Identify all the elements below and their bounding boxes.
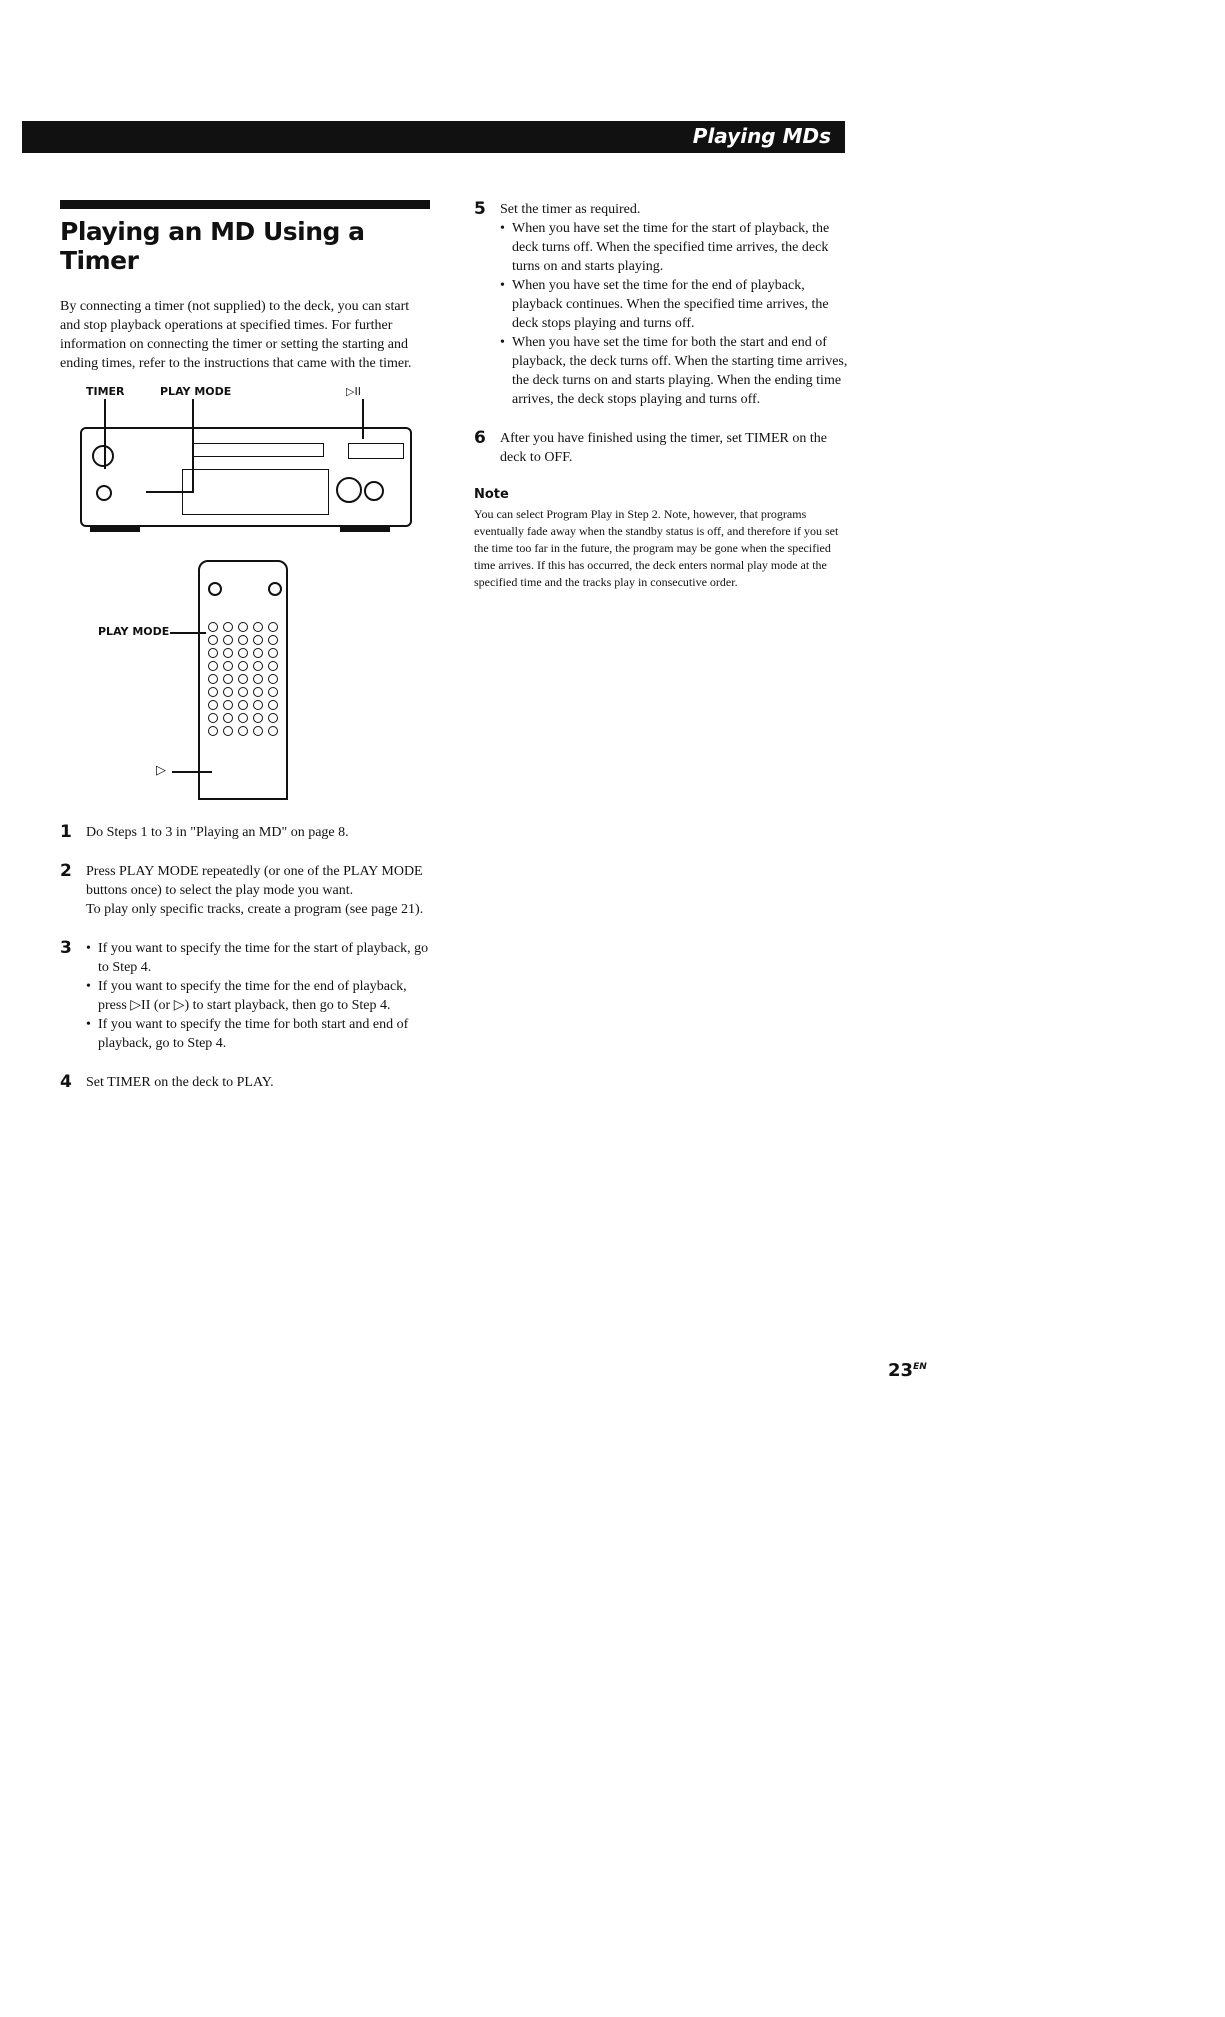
remote-button-icon — [223, 661, 233, 671]
step-3 — [60, 939, 432, 1053]
remote-button-icon — [253, 687, 263, 697]
disc-slot — [192, 443, 324, 457]
remote-button-icon — [268, 687, 278, 697]
step-number: 5 — [474, 199, 486, 219]
deck-feet — [90, 527, 390, 533]
jog-dial-icon — [336, 477, 362, 503]
remote-button-icon — [238, 687, 248, 697]
bullet-item: • When you have set the time for the end of playback, playback continues. When the specified time arrives, the deck stops playing and turns off. — [500, 276, 849, 333]
remote-button-icon — [208, 700, 218, 710]
remote-button-icon — [208, 687, 218, 697]
remote-button-icon — [253, 622, 263, 632]
remote-button-icon — [268, 700, 278, 710]
deck-foot-right — [340, 527, 390, 532]
remote-button-icon — [223, 635, 233, 645]
transport-buttons-icon — [348, 443, 404, 459]
remote-button-icon — [253, 648, 263, 658]
bullet-item: • If you want to specify the time for the start of playback, go to Step 4. — [86, 939, 432, 977]
remote-control-drawing — [198, 560, 288, 800]
remote-button-icon — [253, 661, 263, 671]
step-text: After you have finished using the timer, set TIMER on the deck to OFF. — [500, 431, 827, 465]
play-mode-label: PLAY MODE — [160, 385, 232, 398]
bullet-item: • If you want to specify the time for the end of playback, press ▷II (or ▷) to start playback, then go to Step 4. — [86, 977, 432, 1015]
remote-button-icon — [223, 648, 233, 658]
remote-button-icon — [253, 635, 263, 645]
step-bullets — [500, 219, 849, 409]
display-panel — [182, 469, 329, 515]
step-text: Press PLAY MODE repeatedly (or one of the PLAY MODE buttons once) to select the play mode you want. — [86, 864, 423, 898]
step-number: 2 — [60, 861, 72, 881]
remote-play-label: ▷ — [156, 763, 166, 778]
remote-button-icon — [223, 674, 233, 684]
step-text: Set TIMER on the deck to PLAY. — [86, 1075, 274, 1090]
remote-button-icon — [238, 726, 248, 736]
remote-button-icon — [268, 674, 278, 684]
power-button-icon — [96, 485, 112, 501]
remote-button-icon — [238, 648, 248, 658]
note-title: Note — [474, 487, 509, 502]
section-header-bar — [22, 121, 845, 153]
remote-button-icon — [268, 648, 278, 658]
step-text: Set the timer as required. — [500, 202, 641, 217]
remote-button-icon — [238, 635, 248, 645]
remote-button-icon — [223, 687, 233, 697]
remote-button-icon — [253, 700, 263, 710]
remote-button-icon — [208, 674, 218, 684]
step-4 — [60, 1073, 432, 1092]
page-title: Playing an MD Using a Timer — [60, 217, 365, 275]
remote-play-mode-label: PLAY MODE — [98, 625, 170, 638]
left-column — [60, 200, 432, 1112]
step-bullets — [86, 939, 432, 1053]
volume-knob-icon — [364, 481, 384, 501]
right-column — [474, 200, 849, 591]
timer-label: TIMER — [86, 385, 125, 398]
title-rule — [60, 200, 430, 209]
remote-button-icon — [253, 713, 263, 723]
remote-button-icon — [268, 622, 278, 632]
step-number: 6 — [474, 428, 486, 448]
page-number — [888, 1360, 927, 1381]
remote-button-icon — [223, 726, 233, 736]
remote-button-icon — [208, 635, 218, 645]
step-1 — [60, 823, 432, 842]
bullet-item: • When you have set the time for the start of playback, the deck turns off. When the specified time arrives, the deck turns on and starts playing. — [500, 219, 849, 276]
remote-button-icon — [238, 661, 248, 671]
remote-button-icon — [238, 700, 248, 710]
remote-button-grid — [208, 622, 279, 736]
step-number: 3 — [60, 938, 72, 958]
bullet-item: • If you want to specify the time for both start and end of playback, go to Step 4. — [86, 1015, 432, 1053]
bullet-item: • When you have set the time for both the start and end of playback, the deck turns off. When the starting time arrives, the deck turns on and starts playing. When the ending time arrives, the deck stops playing and turns off. — [500, 333, 849, 409]
step-text: Do Steps 1 to 3 in "Playing an MD" on page 8. — [86, 825, 349, 840]
page-number-suffix: EN — [913, 1362, 927, 1372]
remote-button-icon — [223, 622, 233, 632]
remote-button-icon — [223, 713, 233, 723]
remote-button-icon — [223, 700, 233, 710]
remote-button-icon — [208, 661, 218, 671]
deck-foot-left — [90, 527, 140, 532]
intro-paragraph: By connecting a timer (not supplied) to the deck, you can start and stop playback operations at specified times. For further information on connecting the timer or setting the starting and ending times, refer to the instructions that came with the timer. — [60, 299, 412, 371]
remote-button-icon — [238, 713, 248, 723]
section-title: Playing MDs — [692, 124, 831, 148]
remote-eject-icon — [268, 582, 282, 596]
md-deck-drawing — [80, 427, 412, 527]
step-2 — [60, 862, 432, 919]
step-extra-text: To play only specific tracks, create a program (see page 21). — [86, 902, 424, 917]
remote-button-icon — [268, 661, 278, 671]
step-6 — [474, 429, 849, 467]
play-pause-label: ▷II — [346, 385, 361, 398]
remote-button-icon — [268, 635, 278, 645]
remote-button-icon — [253, 726, 263, 736]
step-5 — [474, 200, 849, 409]
step-number: 4 — [60, 1072, 72, 1092]
page-number-value: 23 — [888, 1360, 914, 1381]
step-number: 1 — [60, 822, 72, 842]
remote-button-icon — [268, 726, 278, 736]
remote-button-icon — [208, 713, 218, 723]
deck-and-remote-illustration — [60, 385, 432, 805]
remote-button-icon — [238, 622, 248, 632]
remote-button-icon — [208, 622, 218, 632]
timer-switch-icon — [92, 445, 114, 467]
remote-button-icon — [238, 674, 248, 684]
remote-power-icon — [208, 582, 222, 596]
steps-left — [60, 823, 432, 1092]
note-text: You can select Program Play in Step 2. Note, however, that programs eventually fade away when the standby status is off, and therefore if you set the time too far in the future, the program may be gone when the specified time arrives. If this has occurred, the deck enters normal play mode at the specified time and the tracks play in consecutive order. — [474, 507, 839, 589]
remote-button-icon — [268, 713, 278, 723]
remote-button-icon — [253, 674, 263, 684]
remote-button-icon — [208, 648, 218, 658]
remote-button-icon — [208, 726, 218, 736]
